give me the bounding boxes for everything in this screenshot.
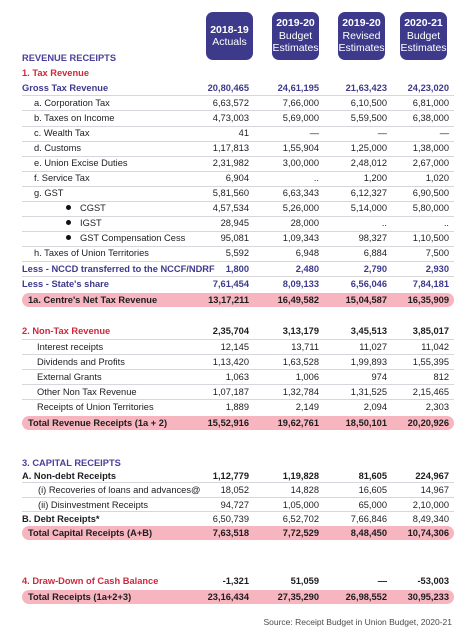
cell-value: 4,73,003	[212, 113, 249, 123]
cell-value: 7,500	[425, 248, 449, 258]
cell-value: 2,480	[295, 264, 319, 274]
row-label: GST Compensation Cess	[66, 231, 185, 245]
cell-value: 14,828	[290, 485, 319, 495]
cell-value: 1,19,828	[282, 471, 319, 481]
cell-value: 13,17,211	[208, 295, 249, 305]
cell-value: 1,13,420	[212, 357, 249, 367]
bullet-icon	[66, 220, 71, 225]
cell-value: 2,48,012	[350, 158, 387, 168]
cell-value: 1,25,000	[350, 143, 387, 153]
row-label: g. GST	[34, 188, 64, 198]
cell-value: —	[309, 128, 319, 138]
row-label: Interest receipts	[37, 342, 104, 352]
header-label: Budget Estimates	[272, 29, 319, 55]
cell-value: 5,592	[225, 248, 249, 258]
cell-value: 812	[433, 372, 449, 382]
cell-value: 974	[371, 372, 387, 382]
cell-value: 7,63,518	[212, 528, 249, 538]
row-less-nccd	[22, 262, 454, 276]
table-row	[22, 385, 454, 399]
cell-value: 11,042	[421, 342, 449, 352]
cell-value: 8,09,133	[282, 279, 319, 289]
cell-value: 98,327	[358, 233, 387, 243]
header-label: Actuals	[212, 36, 247, 48]
bullet-icon	[66, 205, 71, 210]
cell-value: -53,003	[417, 576, 449, 586]
cell-value: 2,31,982	[212, 158, 249, 168]
cell-value: 15,52,916	[207, 418, 249, 428]
row-label: e. Union Excise Duties	[34, 158, 128, 168]
cell-value: 16,35,909	[407, 295, 449, 305]
row-label: B. Debt Receipts*	[22, 514, 100, 524]
source-note: Source: Receipt Budget in Union Budget, 2020-21	[263, 617, 452, 627]
cell-value: 6,904	[225, 173, 249, 183]
table-row	[22, 171, 454, 185]
cell-value: 21,63,423	[345, 83, 387, 93]
cell-value: 6,81,000	[412, 98, 449, 108]
cell-value: 1,12,779	[212, 471, 249, 481]
table-row	[22, 355, 454, 369]
row-debt-receipts	[22, 512, 454, 526]
cell-value: 7,61,454	[212, 279, 249, 289]
cell-value: 2,67,000	[412, 158, 449, 168]
cell-value: 1,55,395	[412, 357, 449, 367]
cell-value: 7,66,000	[282, 98, 319, 108]
header-label: Revised Estimates	[338, 29, 385, 55]
row-label: Total Capital Receipts (A+B)	[28, 528, 153, 538]
cell-value: 1,31,525	[350, 387, 387, 397]
row-label: 2. Non-Tax Revenue	[22, 326, 111, 336]
cell-value: 5,26,000	[282, 203, 319, 213]
cell-value: 1,10,500	[412, 233, 449, 243]
header-year: 2018-19	[210, 23, 249, 36]
cell-value: 5,59,500	[350, 113, 387, 123]
table-row	[22, 111, 454, 125]
cell-value: 6,56,046	[350, 279, 387, 289]
cell-value: 1,99,893	[350, 357, 387, 367]
row-less-states-share	[22, 277, 454, 291]
cell-value: 6,948	[295, 248, 319, 258]
cell-value: 1,09,343	[282, 233, 319, 243]
cell-value: 6,90,500	[412, 188, 449, 198]
cell-value: 4,57,534	[212, 203, 249, 213]
cell-value: ..	[381, 218, 387, 228]
row-label: A. Non-debt Receipts	[22, 471, 117, 481]
header-year: 2019-20	[342, 17, 381, 30]
row-label: 1a. Centre's Net Tax Revenue	[28, 295, 158, 305]
row-label: b. Taxes on Income	[34, 113, 115, 123]
cell-value: 41	[238, 128, 249, 138]
cell-value: 20,20,926	[407, 418, 449, 428]
cell-value: 1,200	[363, 173, 387, 183]
row-label: Receipts of Union Territories	[37, 402, 154, 412]
cell-value: 94,727	[220, 500, 249, 510]
table-row	[22, 370, 454, 384]
cell-value: 28,000	[290, 218, 319, 228]
cell-value: 6,884	[363, 248, 387, 258]
cell-value: ..	[443, 218, 449, 228]
section-title-capital-receipts: 3. CAPITAL RECEIPTS	[22, 458, 121, 468]
cell-value: 6,63,343	[282, 188, 319, 198]
row-label: h. Taxes of Union Territories	[34, 248, 149, 258]
cell-value: 1,55,904	[282, 143, 319, 153]
row-label: a. Corporation Tax	[34, 98, 110, 108]
cell-value: 81,605	[358, 471, 387, 481]
cell-value: 1,020	[425, 173, 449, 183]
row-label: f. Service Tax	[34, 173, 90, 183]
cell-value: —	[377, 128, 387, 138]
row-net-tax-revenue	[22, 293, 454, 307]
cell-value: —	[377, 576, 387, 586]
cell-value: 95,081	[220, 233, 249, 243]
row-non-debt-receipts	[22, 469, 454, 483]
cell-value: 65,000	[358, 500, 387, 510]
cell-value: 5,80,000	[412, 203, 449, 213]
row-label: IGST	[66, 216, 102, 230]
table-row	[22, 126, 454, 140]
cell-value: 8,48,450	[350, 528, 387, 538]
cell-value: 6,52,702	[282, 514, 319, 524]
row-total-capital-receipts	[22, 526, 454, 540]
cell-value: 1,32,784	[282, 387, 319, 397]
cell-value: 2,35,704	[212, 326, 249, 336]
cell-value: 6,10,500	[350, 98, 387, 108]
cell-value: 8,49,340	[412, 514, 449, 524]
row-label: Less - State's share	[22, 279, 109, 289]
cell-value: 2,094	[363, 402, 387, 412]
cell-value: 2,15,465	[412, 387, 449, 397]
table-row	[22, 400, 454, 414]
cell-value: 3,85,017	[412, 326, 449, 336]
cell-value: 6,38,000	[412, 113, 449, 123]
cell-value: 2,149	[295, 402, 319, 412]
table-row	[22, 141, 454, 155]
table-row	[22, 156, 454, 170]
cell-value: 3,45,513	[350, 326, 387, 336]
row-label: Total Receipts (1a+2+3)	[28, 592, 132, 602]
cell-value: 5,69,000	[282, 113, 319, 123]
section-title-revenue-receipts: REVENUE RECEIPTS	[22, 53, 117, 63]
cell-value: 6,50,739	[212, 514, 249, 524]
cell-value: 27,35,290	[277, 592, 319, 602]
cell-value: 224,967	[415, 471, 449, 481]
cell-value: 3,13,179	[282, 326, 319, 336]
table-row	[22, 186, 454, 200]
row-total-receipts	[22, 590, 454, 604]
cell-value: 3,00,000	[282, 158, 319, 168]
row-label: (ii) Disinvestment Receipts	[38, 500, 149, 510]
cell-value: 13,711	[291, 342, 319, 352]
cell-value: 11,027	[359, 342, 387, 352]
bullet-icon	[66, 235, 71, 240]
cell-value: 1,63,528	[282, 357, 319, 367]
row-label: Other Non Tax Revenue	[37, 387, 137, 397]
cell-value: 2,10,000	[412, 500, 449, 510]
row-label: Less - NCCD transferred to the NCCF/NDRF	[22, 264, 215, 274]
section-title-tax-revenue: 1. Tax Revenue	[22, 68, 90, 78]
cell-value: 1,05,000	[282, 500, 319, 510]
cell-value: 24,61,195	[277, 83, 319, 93]
table-row	[22, 201, 454, 215]
cell-value: 30,95,233	[407, 592, 449, 602]
cell-value: 1,17,813	[212, 143, 249, 153]
cell-value: 2,303	[425, 402, 449, 412]
table-row	[22, 231, 454, 245]
cell-value: 2,790	[363, 264, 387, 274]
cell-value: 12,145	[220, 342, 249, 352]
row-gross-tax-revenue	[22, 81, 454, 95]
row-label: 4. Draw-Down of Cash Balance	[22, 576, 159, 586]
header-year: 2020-21	[404, 17, 443, 30]
cell-value: 18,50,101	[345, 418, 387, 428]
row-label: CGST	[66, 201, 106, 215]
table-row	[22, 498, 454, 512]
cell-value: 14,967	[420, 485, 449, 495]
cell-value: 1,063	[225, 372, 249, 382]
table-row	[22, 340, 454, 354]
cell-value: 6,12,327	[350, 188, 387, 198]
cell-value: 1,07,187	[212, 387, 249, 397]
header-year: 2019-20	[276, 17, 315, 30]
header-label: Budget Estimates	[400, 29, 447, 55]
row-label: Total Revenue Receipts (1a + 2)	[28, 418, 168, 428]
cell-value: 5,81,560	[212, 188, 249, 198]
row-draw-down-cash-balance	[22, 574, 454, 588]
cell-value: 23,16,434	[207, 592, 249, 602]
table-row	[22, 96, 454, 110]
row-label: c. Wealth Tax	[34, 128, 90, 138]
cell-value: 10,74,306	[407, 528, 449, 538]
table-row	[22, 246, 454, 260]
cell-value: 18,052	[220, 485, 249, 495]
row-label: (i) Recoveries of loans and advances@	[38, 485, 201, 495]
cell-value: 7,84,181	[412, 279, 449, 289]
table-row	[22, 483, 454, 497]
cell-value: 2,930	[425, 264, 449, 274]
row-label: Dividends and Profits	[37, 357, 125, 367]
cell-value: 28,945	[220, 218, 249, 228]
row-label: External Grants	[37, 372, 102, 382]
row-label: d. Customs	[34, 143, 82, 153]
cell-value: 1,889	[225, 402, 249, 412]
cell-value: 51,059	[290, 576, 319, 586]
cell-value: 7,72,529	[282, 528, 319, 538]
row-non-tax-revenue	[22, 324, 454, 338]
cell-value: 1,800	[225, 264, 249, 274]
cell-value: 1,006	[295, 372, 319, 382]
cell-value: 16,605	[358, 485, 387, 495]
table-row	[22, 216, 454, 230]
cell-value: -1,321	[222, 576, 249, 586]
cell-value: 19,62,761	[277, 418, 319, 428]
cell-value: ..	[313, 173, 319, 183]
cell-value: 24,23,020	[407, 83, 449, 93]
cell-value: 6,63,572	[212, 98, 249, 108]
cell-value: 1,38,000	[412, 143, 449, 153]
cell-value: 7,66,846	[350, 514, 387, 524]
cell-value: —	[439, 128, 449, 138]
cell-value: 16,49,582	[277, 295, 319, 305]
cell-value: 5,14,000	[350, 203, 387, 213]
cell-value: 20,80,465	[207, 83, 249, 93]
row-total-revenue-receipts	[22, 416, 454, 430]
cell-value: 26,98,552	[345, 592, 387, 602]
row-label: Gross Tax Revenue	[22, 83, 109, 93]
cell-value: 15,04,587	[345, 295, 387, 305]
